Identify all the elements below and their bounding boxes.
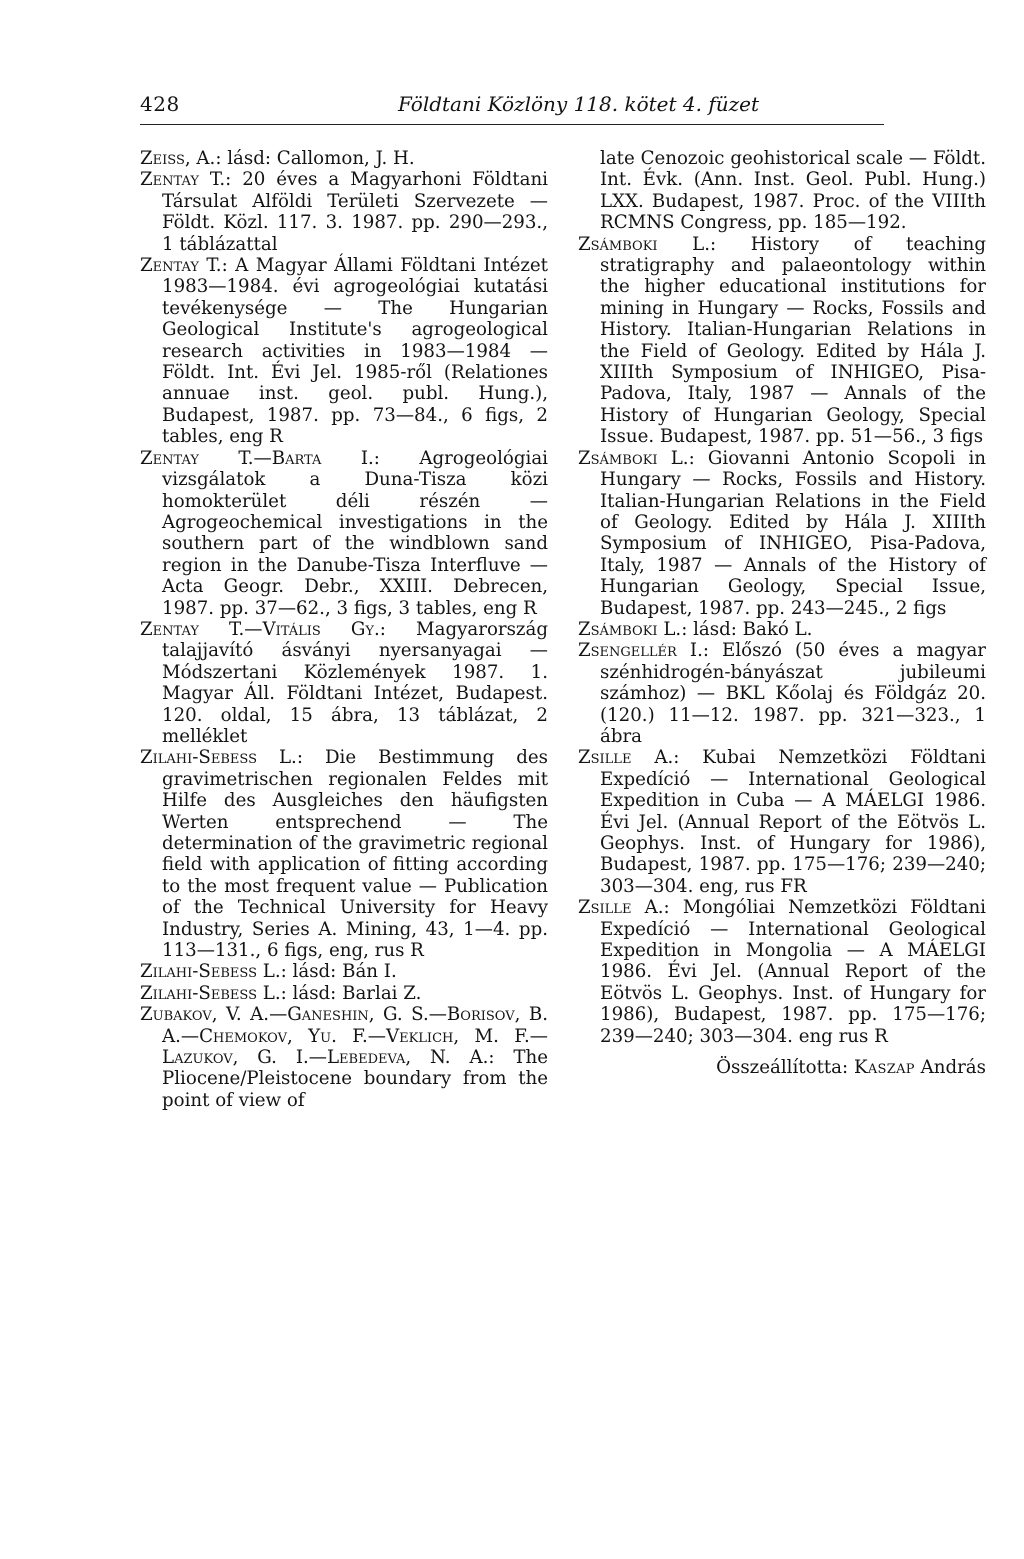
bibliography-entry — [140, 169, 548, 255]
left-column — [140, 148, 548, 1111]
running-title: Földtani Közlöny 118. kötet 4. füzet — [398, 92, 760, 116]
compiled-by — [578, 1057, 986, 1078]
entry-text: : Mongóliai Nemzetközi Földtani Expedíció — International Geological Expedition in Mongolia — A MÁELGI 1986. Évi Jel. (Annual Report of the Eötvös L. Geophys. Inst. of Hungary for 1986), Budapest, 1987. pp. 175—176; 239—240; 303—304. eng rus R — [600, 897, 986, 1047]
compiler-given-name: András — [920, 1057, 986, 1079]
bibliography-entry — [578, 448, 986, 619]
bibliography-entry — [578, 747, 986, 897]
bibliography-entry — [578, 234, 986, 448]
entry-text: : A Magyar Állami Földtani Intézet 1983—1984. évi agrogeológiai kutatási tevékenysége — The Hungarian Geological Institute's agrogeological research activities in 1983—1984 — Földt. Int. Évi Jel. 1985-ről (Relationes annuae inst. geol. publ. Hung.), Budapest, 1987. pp. 73—84., 6 figs, 2 tables, eng R — [162, 255, 548, 448]
bibliography-entry — [140, 983, 548, 1004]
bibliography-entry — [578, 619, 986, 640]
entry-text: : Die Bestimmung des gravimetrischen regionalen Feldes mit Hilfe des Ausgleiches den häufigsten Werten entsprechend — The determination of the gravimetric regional field with application of fitting according to the most frequent value — Publication of the Technical University for Heavy Industry, Series A. Mining, 43, 1—4. pp. 113—131., 6 figs, eng, rus R — [162, 747, 548, 962]
page-header — [140, 92, 884, 122]
entry-author: Zilahi-Sebess L. — [140, 961, 281, 983]
entry-author: Zilahi-Sebess L. — [140, 747, 297, 769]
compiler-surname: Kaszap — [853, 1057, 915, 1079]
entry-text: : Agrogeológiai vizsgálatok a Duna-Tisza közi homokterület déli részén — Agrogeochemical investigations in the southern part of the windblown sand region in the Danube-Tisza Interfluve — Acta Geogr. Debr., XXIII. Debrecen, 1987. pp. 37—62., 3 figs, 3 tables, eng R — [162, 447, 548, 619]
entry-text: : History of teaching stratigraphy and palaeontology within the higher educational institutions for mining in Hungary — Rocks, Fossils and History. Italian-Hungarian Relations in the Field of Geology. Edited by Hála J. XIIIth Symposium of INHIGEO, Pisa-Padova, Italy, 1987 — Annals of the History of Hungarian Geology, Special Issue. Budapest, 1987. pp. 51—56., 3 figs — [600, 233, 986, 448]
entry-text: : lásd: Callomon, J. H. — [215, 148, 415, 169]
bibliography-entry — [140, 961, 548, 982]
entry-author: Zsille A. — [578, 897, 664, 919]
entry-text: : lásd: Bán I. — [280, 961, 397, 983]
entry-text: : lásd: Barlai Z. — [280, 982, 422, 1004]
bibliography-entry — [578, 640, 986, 747]
entry-text: : Kubai Nemzetközi Földtani Expedíció — International Geological Expedition in Cuba — A MÁELGI 1986. Évi Jel. (Annual Report of the Eötvös L. Geophys. Inst. of Hungary for 1986), Budapest, 1987. pp. 175—176; 239—240; 303—304. eng, rus FR — [600, 747, 986, 897]
entry-author: Zeiss, A. — [140, 148, 216, 169]
compiled-by-label: Összeállította: — [716, 1057, 849, 1079]
entry-text: : 20 éves a Magyarhoni Földtani Társulat Alföldi Területi Szervezete — Földt. Közl. 117. 3. 1987. pp. 290—293., 1 táblázattal — [162, 169, 548, 255]
bibliography-entry-continued — [578, 148, 986, 234]
entry-text: : Giovanni Antonio Scopoli in Hungary — Rocks, Fossils and History. Italian-Hungarian Relations in the Field of Geology. Edited by Hála J. XIIIth Symposium of INHIGEO, Pisa-Padova, Italy, 1987 — Annals of the History of Hungarian Geology, Special Issue, Budapest, 1987. pp. 243—245., 2 figs — [600, 447, 986, 619]
entry-text: : lásd: Bakó L. — [681, 618, 813, 640]
entry-author: Zilahi-Sebess L. — [140, 982, 281, 1004]
bibliography-entry — [140, 255, 548, 448]
entry-author: Zsille A. — [578, 747, 674, 769]
entry-author: Zentay T. — [140, 169, 226, 191]
right-column — [578, 148, 986, 1097]
entry-author: Zsengellér I. — [578, 640, 703, 662]
entry-text: : Magyarország talajjavító ásványi nyersanyagai — Módszertani Közlemények 1987. 1. Magyar Áll. Földtani Intézet, Budapest. 120. oldal, 15 ábra, 13 táblázat, 2 melléklet — [162, 618, 549, 747]
bibliography-entry — [140, 619, 548, 747]
entry-author: Zentay T.—Vitális Gy. — [140, 618, 380, 640]
bibliography-entry — [140, 747, 548, 961]
bibliography-entry — [140, 148, 548, 169]
header-rule — [140, 124, 884, 125]
entry-text: : Előszó (50 éves a magyar szénhidrogén-bányászat jubileumi számhoz) — BKL Kőolaj és Földgáz 20. (120.) 11—12. 1987. pp. 321—323., 1 ábra — [600, 640, 986, 747]
entry-author: Zubakov, V. A.—Ganeshin, G. S.—Borisov, B. A.—Chemokov, Yu. F.—Veklich, M. F.—Lazukov, G. I.—Lebedeva, N. A. — [140, 1004, 548, 1069]
entry-author: Zentay T. — [140, 255, 222, 277]
bibliography-entry — [140, 1004, 548, 1111]
entry-text: : The Pliocene/Pleistocene boundary from the point of view of — [162, 1047, 548, 1111]
entry-text: late Cenozoic geohistorical scale — Földt. Int. Évk. (Ann. Inst. Geol. Publ. Hung.) LXX. Budapest, 1987. Proc. of the VIIIth RCMNS Congress, pp. 185—192. — [600, 148, 986, 234]
bibliography-entry — [578, 897, 986, 1047]
entry-author: Zsámboki L. — [578, 618, 682, 640]
entry-author: Zsámboki L. — [578, 447, 689, 469]
entry-author: Zsámboki L. — [578, 233, 711, 255]
page-number: 428 — [140, 92, 180, 116]
entry-author: Zentay T.—Barta I. — [140, 447, 374, 469]
bibliography-entry — [140, 448, 548, 619]
